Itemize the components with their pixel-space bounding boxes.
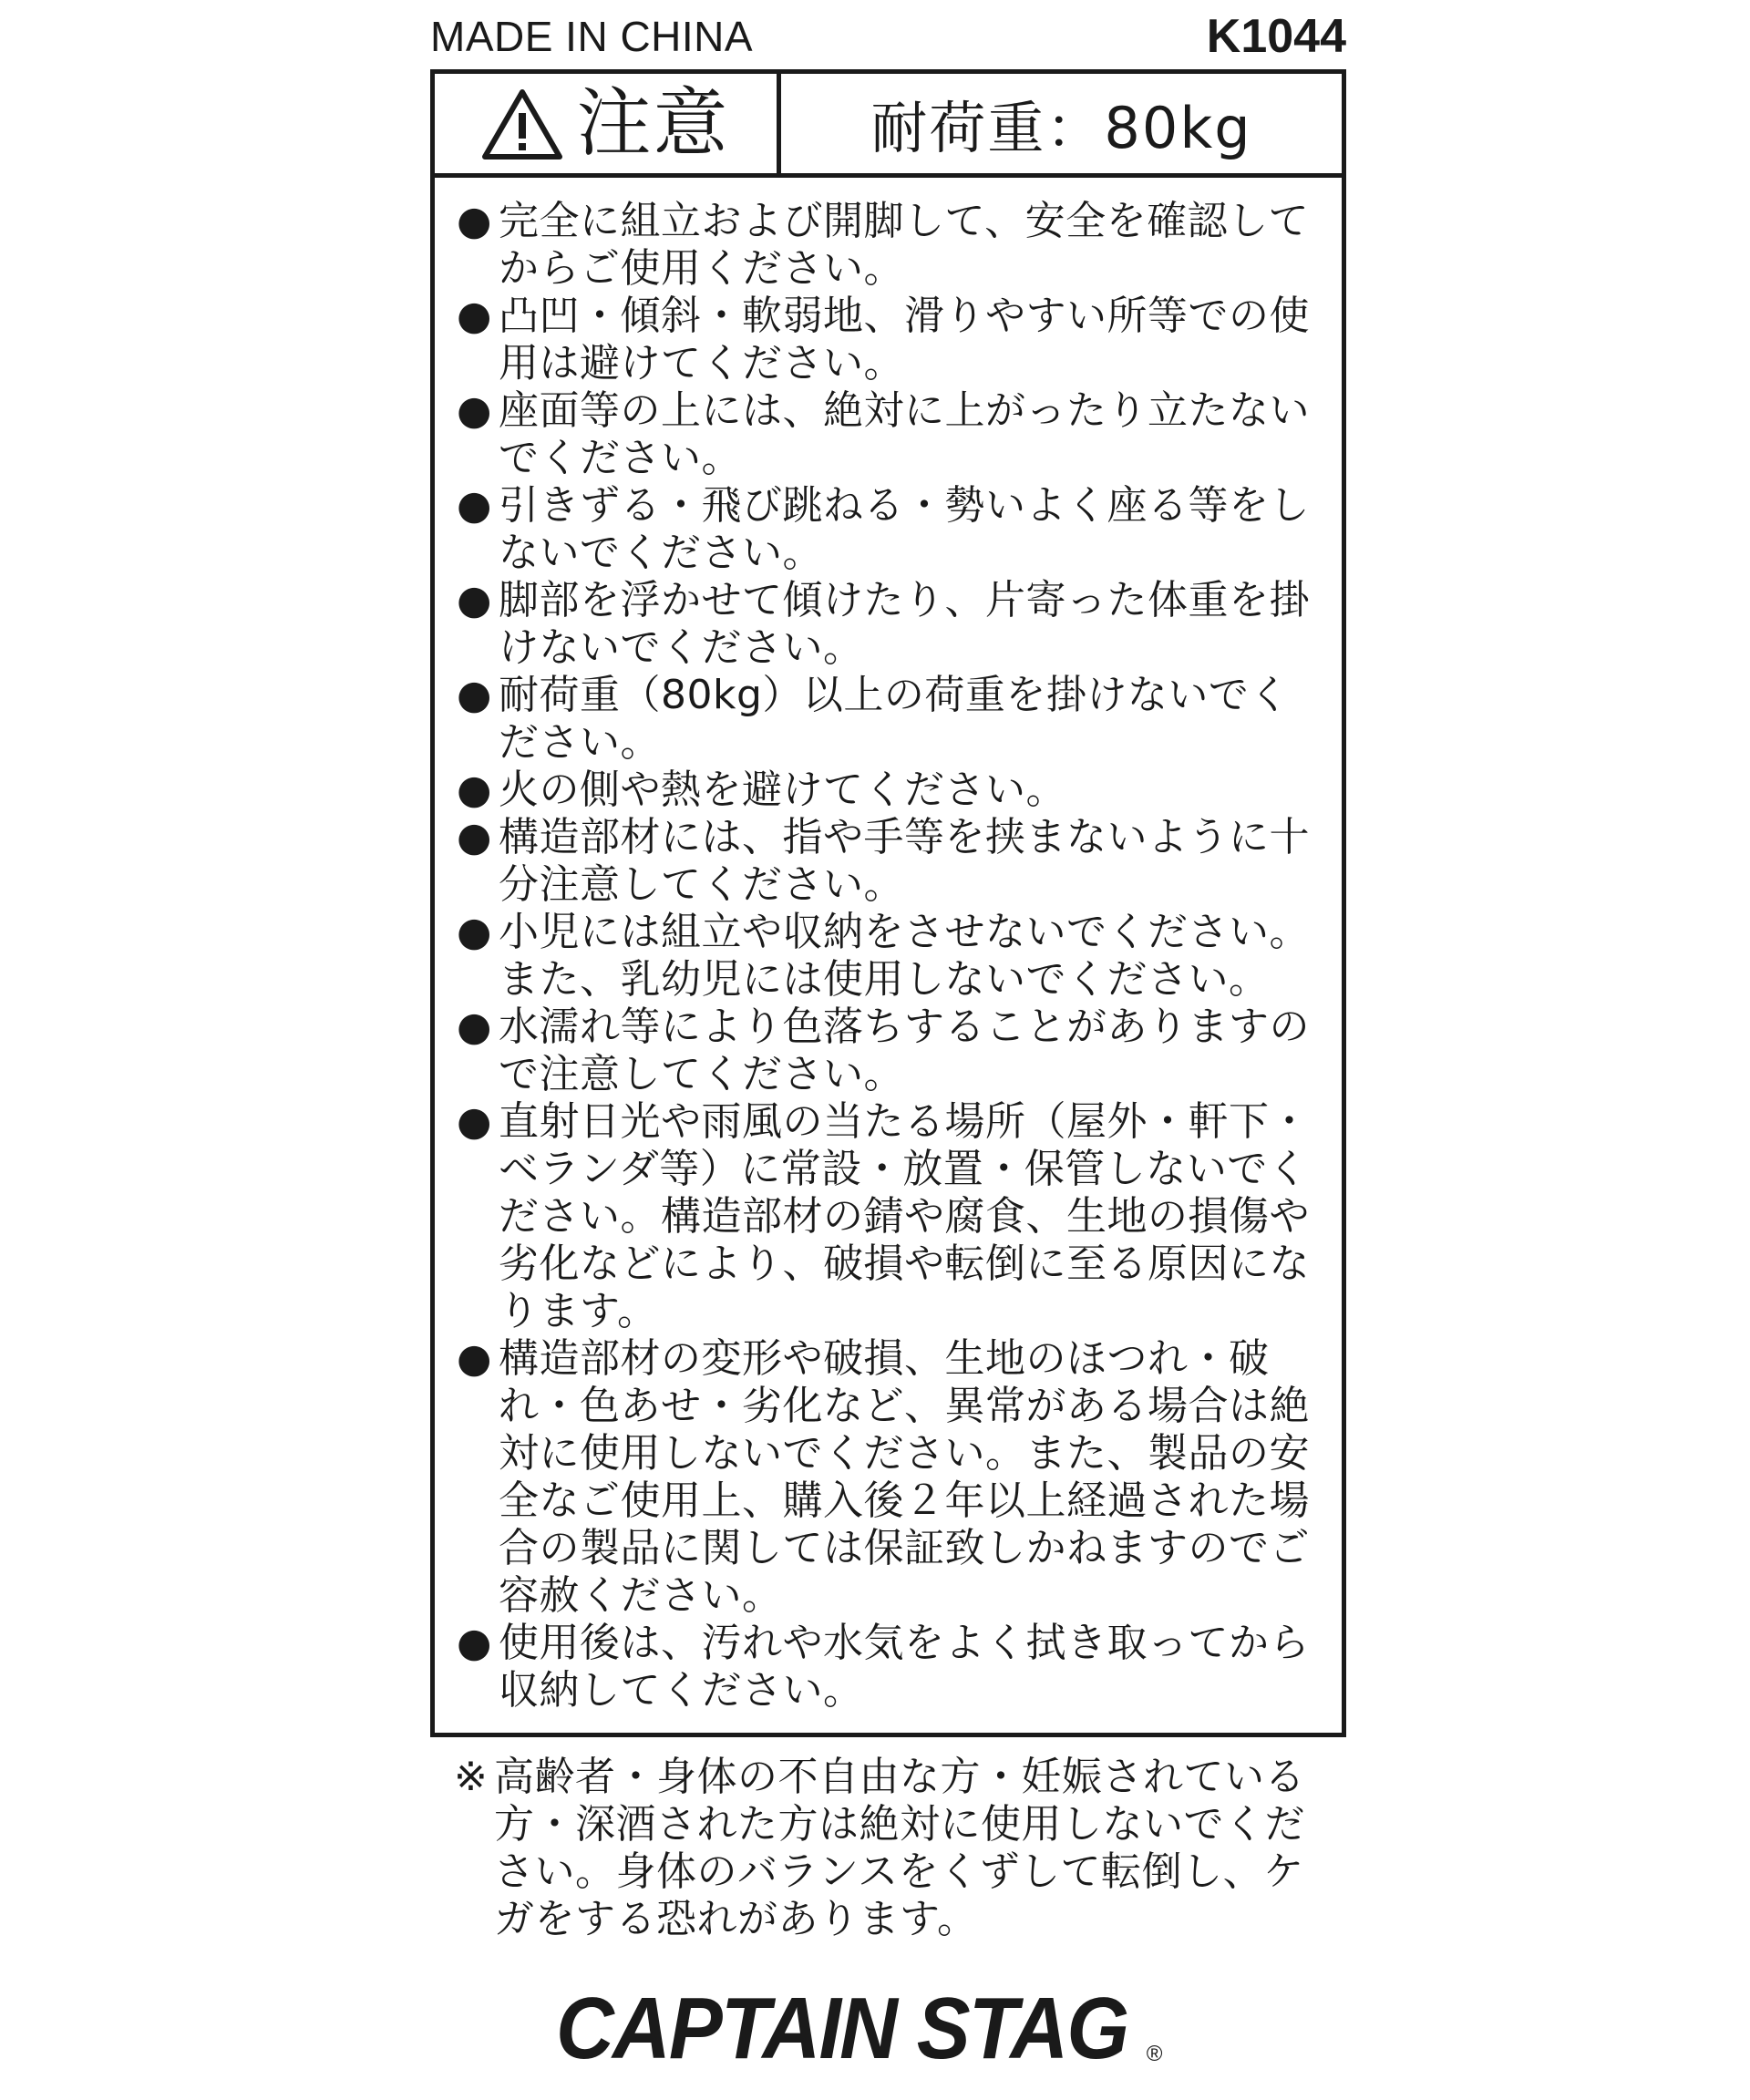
caution-item <box>457 1004 1323 1098</box>
caution-text: 脚部を浮かせて傾けたり、片寄った体重を掛けないでください。 <box>499 577 1310 671</box>
bullet-icon: ● <box>457 1335 492 1382</box>
reference-mark: ※ <box>454 1754 489 1800</box>
bullet-icon: ● <box>457 1004 492 1050</box>
caution-text: 直射日光や雨風の当たる場所（屋外・軒下・ベランダ等）に常設・放置・保管しないでください。構造部材の錆や腐食、生地の損傷や劣化などにより、破損や転倒に至る原因になります。 <box>499 1098 1310 1334</box>
caution-text: 耐荷重（80kg）以上の荷重を掛けないでください。 <box>499 672 1290 766</box>
bullet-icon: ● <box>457 482 492 529</box>
made-in-text: MADE IN CHINA <box>430 13 754 60</box>
registered-mark: ® <box>1146 2042 1163 2066</box>
bullet-icon: ● <box>457 1098 492 1145</box>
caution-label: 注意 <box>576 79 730 167</box>
caution-text: 凸凹・傾斜・軟弱地、滑りやすい所等での使用は避けてください。 <box>499 293 1310 386</box>
caution-text: 使用後は、汚れや水気をよく拭き取ってから収納してください。 <box>499 1620 1310 1714</box>
bullet-icon: ● <box>457 293 492 339</box>
warning-triangle-icon <box>481 88 563 160</box>
caution-item <box>457 814 1323 909</box>
caution-item <box>457 1620 1323 1714</box>
bullet-icon: ● <box>457 767 492 813</box>
caution-item <box>457 482 1323 577</box>
caution-text: 座面等の上には、絶対に上がったり立たないでください。 <box>499 387 1310 481</box>
bullet-icon: ● <box>457 672 492 718</box>
caution-text: 火の側や熱を避けてください。 <box>499 767 1066 813</box>
caution-item <box>457 577 1323 672</box>
bullet-icon: ● <box>457 198 492 244</box>
brand-logo <box>556 1980 1249 2077</box>
caution-item <box>457 1335 1323 1620</box>
bullet-icon: ● <box>457 577 492 623</box>
caution-text: 構造部材には、指や手等を挟まないように十分注意してください。 <box>499 814 1310 908</box>
caution-item <box>457 672 1323 767</box>
load-capacity: 耐荷重：80kg <box>870 95 1252 161</box>
caution-item <box>457 1098 1323 1335</box>
brand-name: CAPTAIN STAG <box>556 1980 1128 2077</box>
caution-item <box>457 198 1323 293</box>
bullet-icon: ● <box>457 1620 492 1666</box>
caution-box-header <box>435 74 1342 178</box>
bullet-icon: ● <box>457 814 492 860</box>
note-text: 高齢者・身体の不自由な方・妊娠されている方・深酒された方は絶対に使用しないでください。身体のバランスをくずして転倒し、ケガをする恐れがあります。 <box>494 1754 1305 1942</box>
caution-item <box>457 387 1323 482</box>
caution-item <box>457 293 1323 387</box>
caution-text: 引きずる・飛び跳ねる・勢いよく座る等をしないでください。 <box>499 482 1310 576</box>
caution-item <box>457 767 1323 814</box>
caution-text: 構造部材の変形や破損、生地のほつれ・破れ・色あせ・劣化など、異常がある場合は絶対に使用しないでください。また、製品の安全なご使用上、購入後２年以上経過された場合の製品に関しては保証致しかねますのでご容赦ください。 <box>499 1335 1310 1619</box>
label-header <box>430 11 1346 62</box>
caution-heading <box>435 74 781 173</box>
caution-text: 完全に組立および開脚して、安全を確認してからご使用ください。 <box>499 198 1310 292</box>
bullet-icon: ● <box>457 909 492 955</box>
caution-text: 水濡れ等により色落ちすることがありますので注意してください。 <box>499 1004 1310 1097</box>
bullet-icon: ● <box>457 387 492 434</box>
elderly-warning-note <box>454 1754 1329 1943</box>
model-code: K1044 <box>1206 10 1346 63</box>
caution-list <box>435 178 1342 1714</box>
caution-item <box>457 909 1323 1004</box>
caution-box <box>430 69 1346 1737</box>
caution-text: 小児には組立や収納をさせないでください。また、乳幼児には使用しないでください。 <box>499 909 1310 1003</box>
